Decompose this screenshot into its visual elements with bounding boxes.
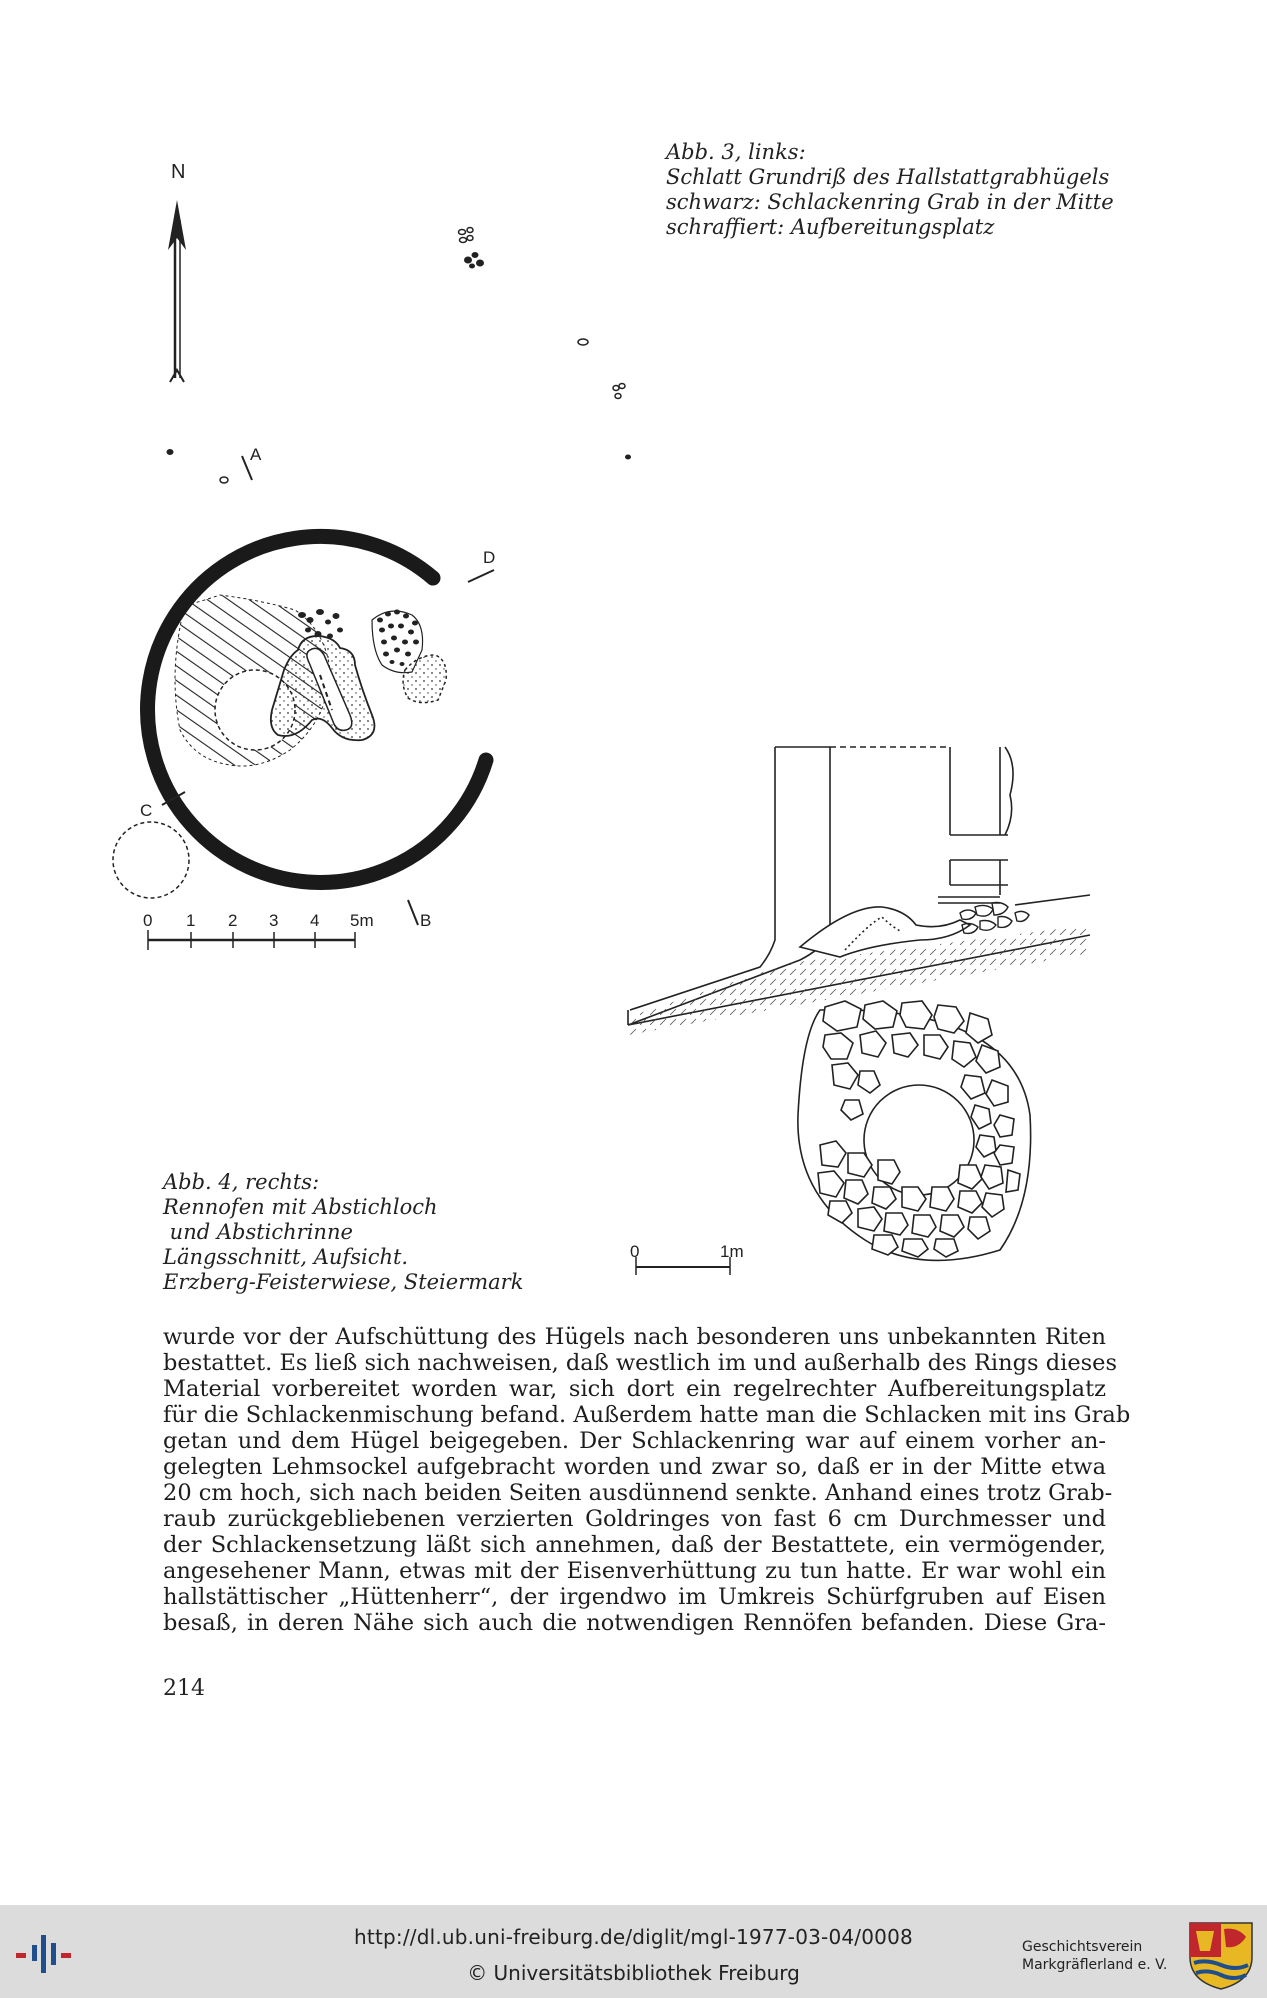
scale-tick-label: 0 (630, 1242, 640, 1261)
scale-tick-label: 1 (186, 911, 196, 930)
scale-bar-fig4 (630, 1242, 744, 1275)
caption-line: Abb. 4, rechts: (163, 1170, 320, 1194)
text-line: bestattet. Es ließ sich nachweisen, daß westlich im und außerhalb des Rings dieses (163, 1350, 1118, 1376)
society-crest-icon[interactable] (1186, 1919, 1256, 1991)
scale-tick-label: 2 (228, 911, 238, 930)
text-line: gelegten Lehmsockel aufgebracht worden und zwar so, daß er in der Mitte etwa (163, 1454, 1106, 1480)
caption-line: und Abstichrinne (163, 1220, 353, 1244)
svg-text:B: B (420, 911, 432, 930)
text-line: getan und dem Hügel beigegeben. Der Schlackenring war auf einem vorher an- (163, 1428, 1106, 1454)
section-marker-a (242, 445, 262, 480)
scale-tick-label: 0 (143, 911, 153, 930)
page-number: 214 (163, 1676, 205, 1701)
caption-line: Erzberg-Feisterwiese, Steiermark (163, 1270, 524, 1294)
furnace-top-view (798, 1001, 1031, 1260)
caption-line: Schlatt Grundriß des Hallstattgrabhügels (666, 165, 1110, 189)
footer-bar (0, 1905, 1267, 1998)
text-line: raub zurückgebliebenen verzierten Goldringes von fast 6 cm Durchmesser und (163, 1506, 1106, 1532)
caption-line: Abb. 3, links: (666, 140, 806, 164)
scale-tick-label: 4 (310, 911, 320, 930)
scale-tick-label: 1m (720, 1242, 744, 1261)
section-marker-d (468, 548, 495, 582)
text-line: wurde vor der Aufschüttung des Hügels nach besonderen uns unbekannten Riten (163, 1324, 1106, 1350)
dashed-circle-c (113, 822, 189, 898)
north-label: N (171, 161, 186, 183)
caption-line: schraffiert: Aufbereitungsplatz (666, 215, 995, 239)
text-line: hallstättischer „Hüttenherr“, der irgendwo im Umkreis Schürfgruben auf Eisen (163, 1584, 1106, 1610)
text-line: der Schlackensetzung läßt sich annehmen, daß der Bestattete, ein vermögender, (163, 1532, 1106, 1558)
body-text (163, 1324, 1131, 1636)
figure-3-caption (666, 140, 1114, 240)
text-line: 20 cm hoch, sich nach beiden Seiten ausdünnend senkte. Anhand eines trotz Grab- (163, 1480, 1113, 1506)
svg-text:D: D (483, 548, 496, 567)
text-line: Material vorbereitet worden war, sich dort ein regelrechter Aufbereitungsplatz (163, 1376, 1106, 1402)
scale-tick-label: 3 (269, 911, 279, 930)
scattered-stones (167, 228, 632, 484)
text-line: angesehener Mann, etwas mit der Eisenverhüttung zu tun hatte. Er war wohl ein (163, 1558, 1106, 1584)
society-name (1022, 1938, 1167, 1974)
library-copyright: © Universitätsbibliothek Freiburg (467, 1961, 800, 1985)
svg-text:A: A (250, 445, 262, 464)
svg-text:C: C (140, 801, 153, 820)
caption-line: Rennofen mit Abstichloch (163, 1195, 438, 1219)
figure-4-caption (163, 1170, 523, 1295)
text-line: für die Schlackenmischung befand. Außerdem hatte man die Schlacken mit ins Grab (163, 1402, 1131, 1428)
document-url-link[interactable]: http://dl.ub.uni-freiburg.de/diglit/mgl-1977-03-04/0008 (354, 1925, 913, 1949)
north-arrow-icon (168, 50, 224, 382)
society-name-line: Markgräflerland e. V. (1022, 1957, 1168, 1973)
society-name-line: Geschichtsverein (1022, 1939, 1143, 1955)
caption-line: schwarz: Schlackenring Grab in der Mitte (666, 190, 1114, 214)
text-line: besaß, in deren Nähe sich auch die notwendigen Rennöfen befanden. Diese Gra- (163, 1610, 1106, 1636)
scale-bar (143, 911, 374, 950)
scale-tick-label: 5m (350, 911, 374, 930)
figure-3-ground-plan (140, 150, 650, 970)
slag-block-east (372, 610, 446, 703)
section-marker-b (408, 900, 431, 930)
figure-4-furnace (620, 735, 1100, 1285)
caption-line: Längsschnitt, Aufsicht. (163, 1245, 409, 1269)
